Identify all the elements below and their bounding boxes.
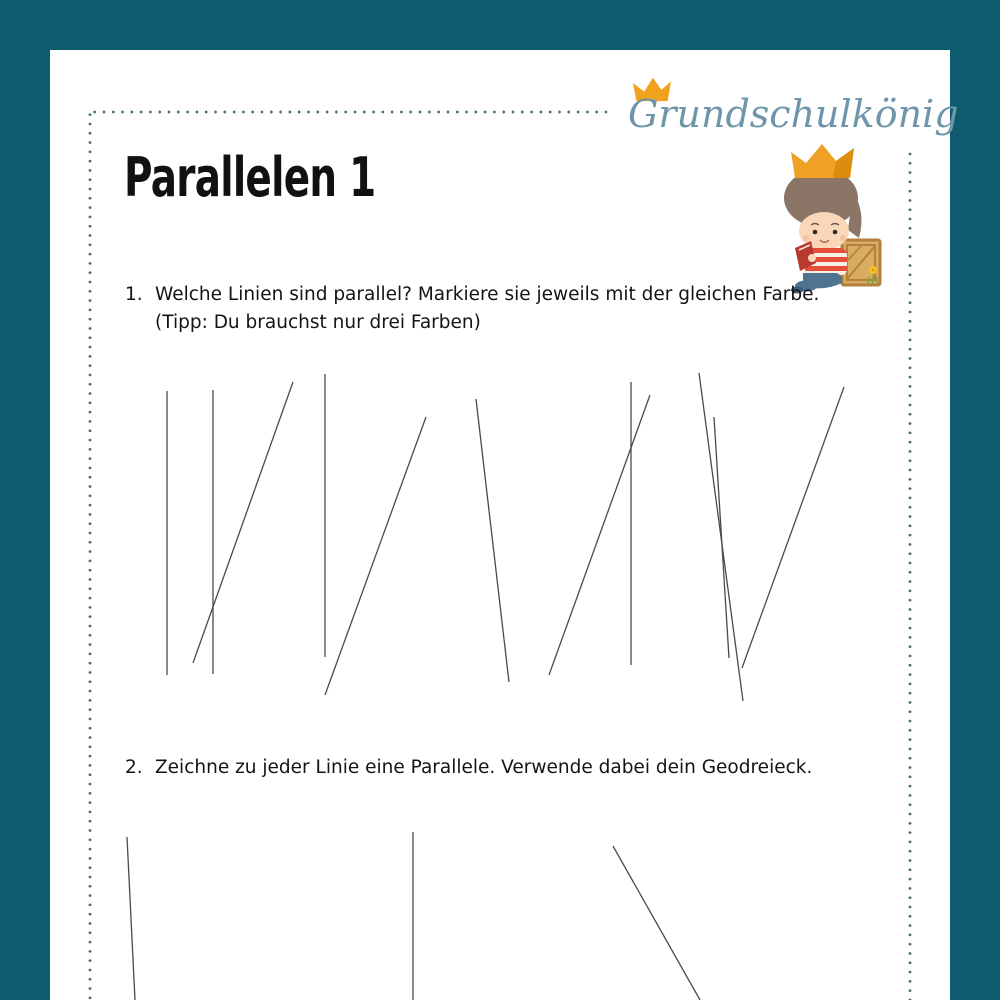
dotted-border-right bbox=[908, 140, 912, 1000]
dotted-border-top bbox=[90, 110, 618, 114]
boy-hand bbox=[808, 254, 816, 262]
logo-text: Grundschulkönig bbox=[628, 92, 959, 136]
task1-number: 1. bbox=[125, 284, 143, 305]
boy-eye-right bbox=[833, 230, 838, 235]
task1-text-row bbox=[125, 284, 819, 305]
boy-crown-shade bbox=[833, 148, 854, 178]
task2-number: 2. bbox=[125, 757, 143, 778]
boy-eye-left bbox=[813, 230, 818, 235]
boy-reading-illustration bbox=[775, 140, 895, 298]
task2-text-row bbox=[125, 757, 812, 778]
boy-blush-left bbox=[803, 235, 809, 241]
task2-text: Zeichne zu jeder Linie eine Parallele. Verwende dabei dein Geodreieck. bbox=[155, 757, 813, 778]
grundschulkoenig-logo bbox=[612, 74, 959, 146]
page-title: Parallelen 1 bbox=[124, 146, 376, 209]
boy-blush-right bbox=[840, 235, 846, 241]
flower-center bbox=[872, 269, 875, 272]
task1-hint: (Tipp: Du brauchst nur drei Farben) bbox=[155, 312, 481, 333]
task1-text: Welche Linien sind parallel? Markiere sie jeweils mit der gleichen Farbe. bbox=[155, 284, 820, 305]
wooden-crate bbox=[842, 240, 880, 285]
boy-crown-icon bbox=[791, 144, 854, 178]
dotted-border-left bbox=[88, 110, 92, 1000]
